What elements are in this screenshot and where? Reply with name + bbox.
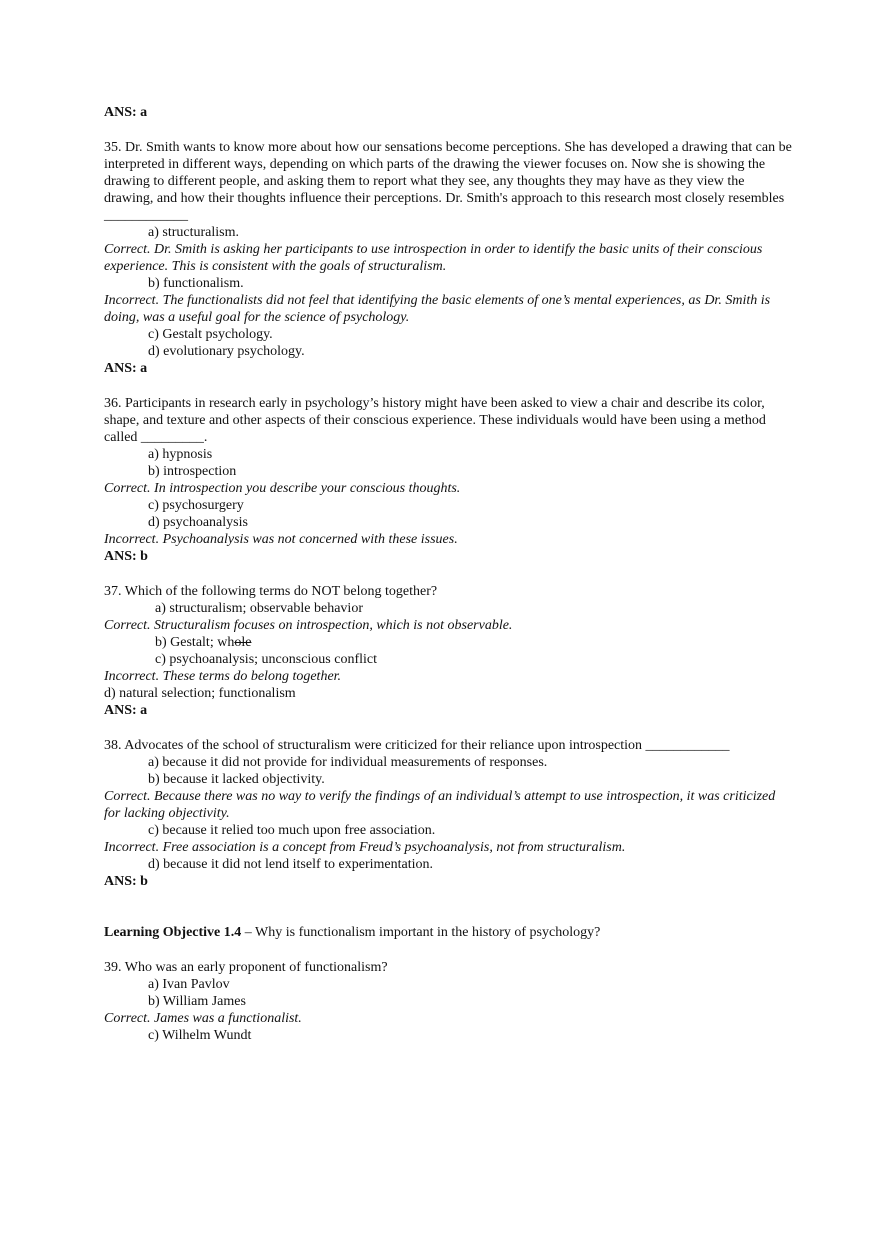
feedback-b: Correct. Because there was no way to verify the findings of an individual’s attempt to use introspection, it was criticized for lacking objectivity. [104,789,776,821]
option-b: b) functionalism. [148,276,244,291]
question-39 [104,959,794,1044]
answer-key: ANS: a [104,703,148,718]
question-stem: 36. Participants in research early in psychology’s history might have been asked to view a chair and describe its color, shape, and texture and other aspects of their conscious experience. These individuals would have been using a method called _________. [104,396,766,445]
question-36 [104,395,794,565]
option-b: b) introspection [148,464,237,479]
option-c: c) Gestalt psychology. [148,327,273,342]
option-d: d) psychoanalysis [148,515,248,530]
question-stem: 38. Advocates of the school of structuralism were criticized for their reliance upon introspection ____________ [104,738,730,753]
question-stem: 39. Who was an early proponent of functionalism? [104,960,388,975]
option-c: c) psychosurgery [148,498,244,513]
option-a: a) structuralism. [148,225,239,240]
feedback-c: Incorrect. These terms do belong together. [104,669,342,684]
option-a: a) hypnosis [148,447,213,462]
question-35 [104,139,794,377]
option-d: d) evolutionary psychology. [148,344,305,359]
option-a: a) because it did not provide for individual measurements of responses. [148,755,548,770]
learning-objective-label: Learning Objective 1.4 [104,925,242,940]
option-a: a) structuralism; observable behavior [155,601,363,616]
option-b: b) because it lacked objectivity. [148,772,325,787]
option-d: d) natural selection; functionalism [104,686,296,701]
feedback-b: Correct. James was a functionalist. [104,1011,302,1026]
option-c: c) Wilhelm Wundt [148,1028,252,1043]
option-a: a) Ivan Pavlov [148,977,230,992]
option-d: d) because it did not lend itself to experimentation. [148,857,433,872]
answer-key: ANS: b [104,549,148,564]
feedback-a: Correct. Dr. Smith is asking her participants to use introspection in order to identify the basic units of their conscious experience. This is consistent with the goals of structuralism. [104,242,763,274]
learning-objective [104,924,794,941]
answer-key: ANS: a [104,361,148,376]
feedback-b: Incorrect. The functionalists did not feel that identifying the basic elements of one’s mental experiences, as Dr. Smith is doing, was a useful goal for the science of psychology. [104,293,771,325]
option-c: c) psychoanalysis; unconscious conflict [155,652,378,667]
answer-key: ANS: a [104,105,148,120]
feedback-c: Incorrect. Free association is a concept from Freud’s psychoanalysis, not from structuralism. [104,840,626,855]
option-b [155,634,794,651]
feedback-a: Correct. Structuralism focuses on introspection, which is not observable. [104,618,513,633]
option-b-strikethrough: ole [234,635,252,650]
option-b-text: b) Gestalt; wh [155,635,235,650]
learning-objective-text: – Why is functionalism important in the history of psychology? [241,925,601,940]
question-38 [104,737,794,890]
question-stem: 37. Which of the following terms do NOT belong together? [104,584,438,599]
option-c: c) because it relied too much upon free association. [148,823,436,838]
document-page [104,104,794,1044]
option-b: b) William James [148,994,246,1009]
answer-key: ANS: b [104,874,148,889]
feedback-b: Correct. In introspection you describe your conscious thoughts. [104,481,461,496]
question-37 [104,583,794,719]
feedback-d: Incorrect. Psychoanalysis was not concerned with these issues. [104,532,458,547]
question-stem: 35. Dr. Smith wants to know more about how our sensations become perceptions. She has developed a drawing that can be interpreted in different ways, depending on which parts of the drawing the viewer focuses on. Now she is showing the drawing to different people, and asking them to report what they see, any thoughts they may have as they view the drawing, and how their thoughts influence their perceptions. Dr. Smith's approach to this research most closely resembles ____________ [104,140,792,223]
